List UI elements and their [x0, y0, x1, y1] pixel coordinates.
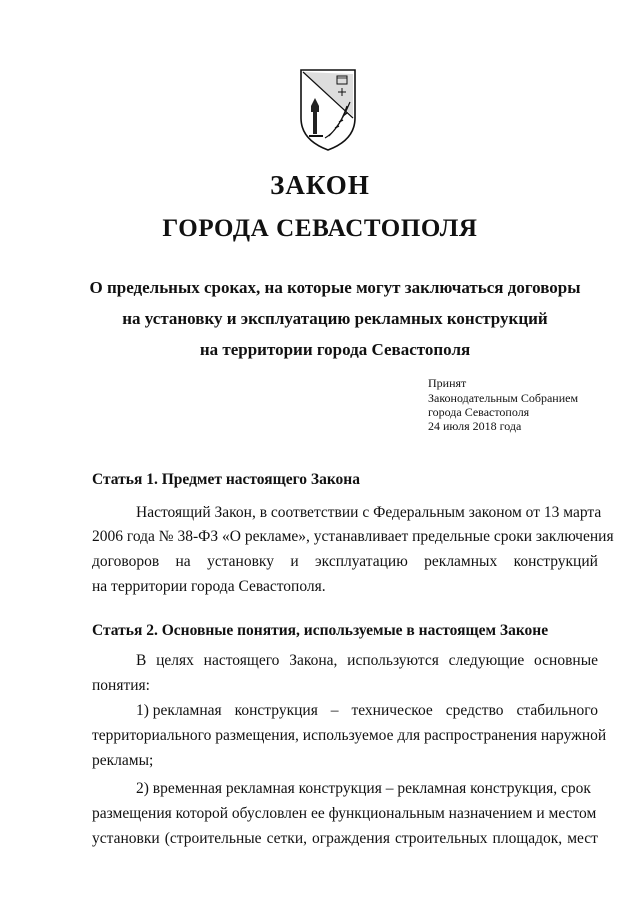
article-1-text-line: 2006 года № 38-ФЗ «О рекламе», устанавливает предельные сроки заключения	[92, 528, 614, 545]
adoption-note-line: Законодательным Собранием	[428, 391, 579, 405]
article-2-text-line: понятия:	[92, 677, 150, 694]
law-subtitle-line: на установку и эксплуатацию рекламных конструкций	[122, 309, 548, 328]
article-1-text-line: договоров на установку и эксплуатацию рекламных конструкций	[92, 553, 598, 570]
article-2-text-line: установки (строительные сетки, ограждения строительных площадок, мест	[92, 830, 598, 847]
adoption-note-line: Принят	[428, 376, 467, 390]
law-subtitle-line: на территории города Севастополя	[199, 340, 471, 359]
law-title: ЗАКОН	[270, 170, 370, 200]
article-1-text-line: Настоящий Закон, в соответствии с Федеральным законом от 13 марта	[136, 504, 602, 521]
article-2-heading: Статья 2. Основные понятия, используемые в настоящем Законе	[92, 622, 549, 639]
article-2-text-line: 1) рекламная конструкция – техническое средство стабильного	[136, 702, 598, 719]
adoption-note-line: города Севастополя	[428, 405, 530, 419]
law-subtitle-line: О предельных сроках, на которые могут заключаться договоры	[89, 278, 581, 297]
article-2-text-line: размещения которой обусловлен ее функциональным назначением и местом	[92, 805, 597, 822]
article-1-heading: Статья 1. Предмет настоящего Закона	[92, 471, 360, 488]
article-2-text-line: 2) временная рекламная конструкция – рекламная конструкция, срок	[136, 780, 591, 797]
article-2-text-line: В целях настоящего Закона, используются следующие основные	[136, 652, 598, 669]
article-1-text-line: на территории города Севастополя.	[92, 578, 326, 595]
article-2-text-line: рекламы;	[92, 752, 154, 769]
sevastopol-coat-of-arms-icon	[295, 66, 361, 152]
law-issuer: ГОРОДА СЕВАСТОПОЛЯ	[162, 215, 478, 242]
article-2-text-line: территориального размещения, используемое для распространения наружной	[92, 727, 607, 744]
adoption-date: 24 июля 2018 года	[428, 419, 522, 433]
